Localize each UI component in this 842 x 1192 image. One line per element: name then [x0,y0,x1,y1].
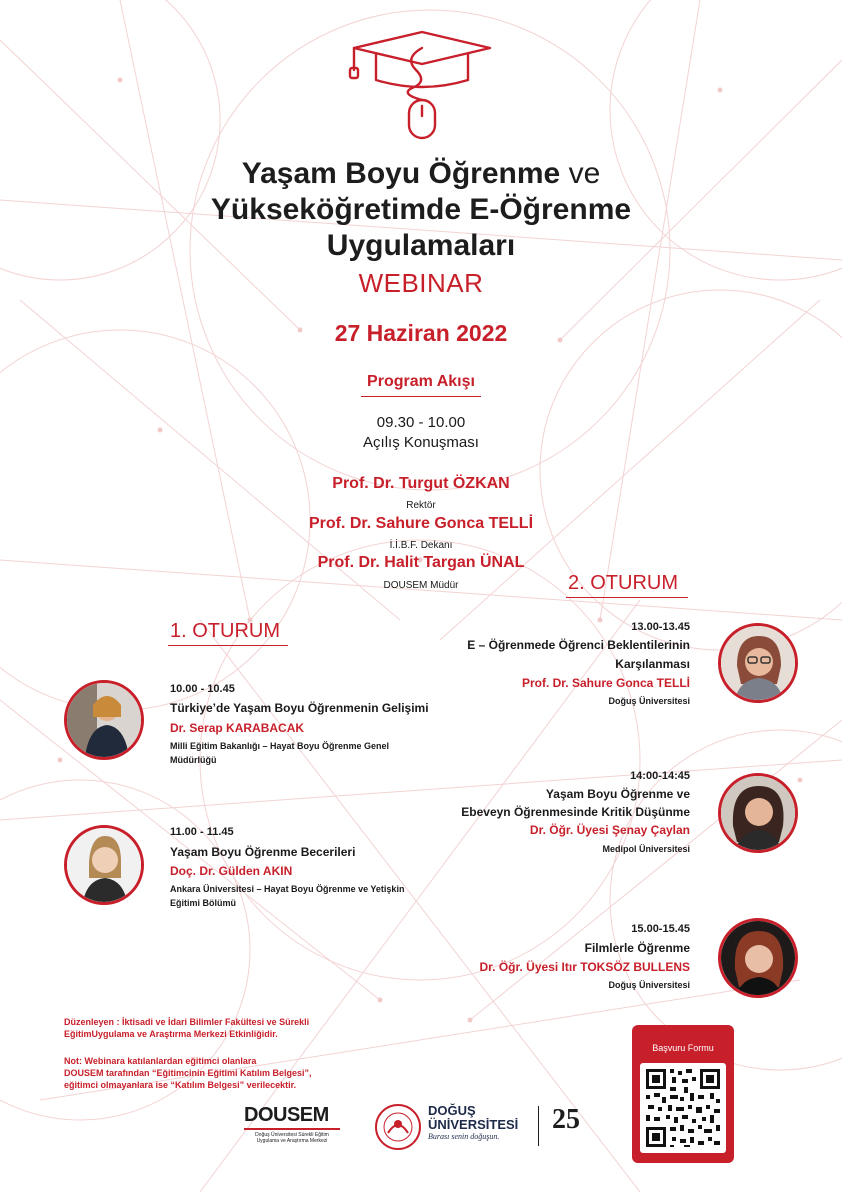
talk-topic: Türkiye’de Yaşam Boyu Öğrenmenin Gelişimi [170,701,429,715]
program-heading-underline [361,396,481,397]
session-1-underline [168,645,288,646]
talk-time: 11.00 - 11.45 [170,826,234,838]
program-heading: Program Akışı [367,373,475,390]
talk-topic: Yaşam Boyu Öğrenme ve [545,787,690,801]
talk-time: 15.00-15.45 [631,923,690,935]
session-2-heading: 2. OTURUM [568,572,678,594]
opening-speaker-role: DOUSEM Müdür [383,580,459,591]
talk-institution: Medipol Üniversitesi [602,844,690,854]
graduation-cap-mouse-icon [346,30,498,142]
certificate-note: Not: Webinara katılanlardan eğitimci olanlara DOUSEM tarafından “Eğitimcinin Eğitimi Katılım Belgesi”, eğitimci olmayanlara ise “Katılım Belgesi” verilecektir. [64,1056,312,1090]
talk-institution: Ankara Üniversitesi – Hayat Boyu Öğrenme ve Yetişkin Eğitimi Bölümü [170,884,405,908]
talk-topic: E – Öğrenmede Öğrenci Beklentilerinin [467,638,690,652]
talk-topic: Ebeveyn Öğrenmesinde Kritik Düşünme [461,805,690,819]
speaker-photo-avatar [718,773,798,853]
speaker-photo-avatar [64,680,144,760]
application-form-qr-card[interactable] [632,1025,734,1163]
talk-time: 10.00 - 10.45 [170,683,235,695]
organizer-note: Düzenleyen : İktisadi ve İdari Bilimler Fakültesi ve Sürekli EğitimUygulama ve Araştırma Merkezi Etkinliğidir. [64,1017,310,1039]
talk-institution: Milli Eğitim Bakanlığı – Hayat Boyu Öğrenme Genel Müdürlüğü [170,741,390,765]
speaker-photo-avatar [64,825,144,905]
talk-institution: Doğuş Üniversitesi [608,980,690,990]
talk-speaker: Dr. Öğr. Üyesi Şenay Çaylan [529,823,690,837]
university-seal-icon [374,1103,422,1151]
talk-institution: Doğuş Üniversitesi [608,696,690,706]
session-1-heading: 1. OTURUM [170,620,280,642]
opening-speaker-name: Prof. Dr. Halit Targan ÜNAL [317,554,525,571]
opening-label: Açılış Konuşması [363,434,479,451]
application-form-label: Başvuru Formu [652,1043,714,1053]
talk-topic: Karşılanması [615,657,690,671]
title-line-3: Uygulamaları [326,229,516,262]
university-logo-text: DOĞUŞ ÜNİVERSİTESİ Burası senin doğuşun. [428,1103,519,1141]
opening-speaker-name: Prof. Dr. Turgut ÖZKAN [332,475,510,492]
session-2-underline [566,597,688,598]
title-line-1: Yaşam Boyu Öğrenme ve [241,157,601,190]
speaker-photo-avatar [718,918,798,998]
talk-topic: Yaşam Boyu Öğrenme Becerileri [170,845,356,859]
talk-speaker: Prof. Dr. Sahure Gonca TELLİ [521,676,690,690]
dousem-logo: DOUSEM Doğuş Üniversitesi Sürekli Eğitim Uygulama ve Araştırma Merkezi [244,1104,344,1144]
talk-speaker: Dr. Serap KARABACAK [170,721,305,735]
25th-anniversary-logo: 25 [552,1104,580,1135]
logo-divider [538,1106,539,1146]
opening-time: 09.30 - 10.00 [376,414,466,431]
opening-speaker-role: İ.İ.B.F. Dekanı [389,540,453,551]
webinar-label: WEBINAR [358,268,484,298]
talk-speaker: Dr. Öğr. Üyesi Itır TOKSÖZ BULLENS [479,960,690,974]
opening-speaker-role: Rektör [406,500,436,511]
opening-speaker-name: Prof. Dr. Sahure Gonca TELLİ [308,515,534,532]
title-line-2: Yükseköğretimde E-Öğrenme [210,193,632,226]
event-date: 27 Haziran 2022 [334,320,508,346]
talk-time: 14:00-14:45 [630,770,690,782]
qr-code-icon[interactable] [640,1063,726,1153]
talk-time: 13.00-13.45 [631,621,690,633]
talk-topic: Filmlerle Öğrenme [584,941,690,955]
talk-speaker: Doç. Dr. Gülden AKIN [170,864,293,878]
speaker-photo-avatar [718,623,798,703]
